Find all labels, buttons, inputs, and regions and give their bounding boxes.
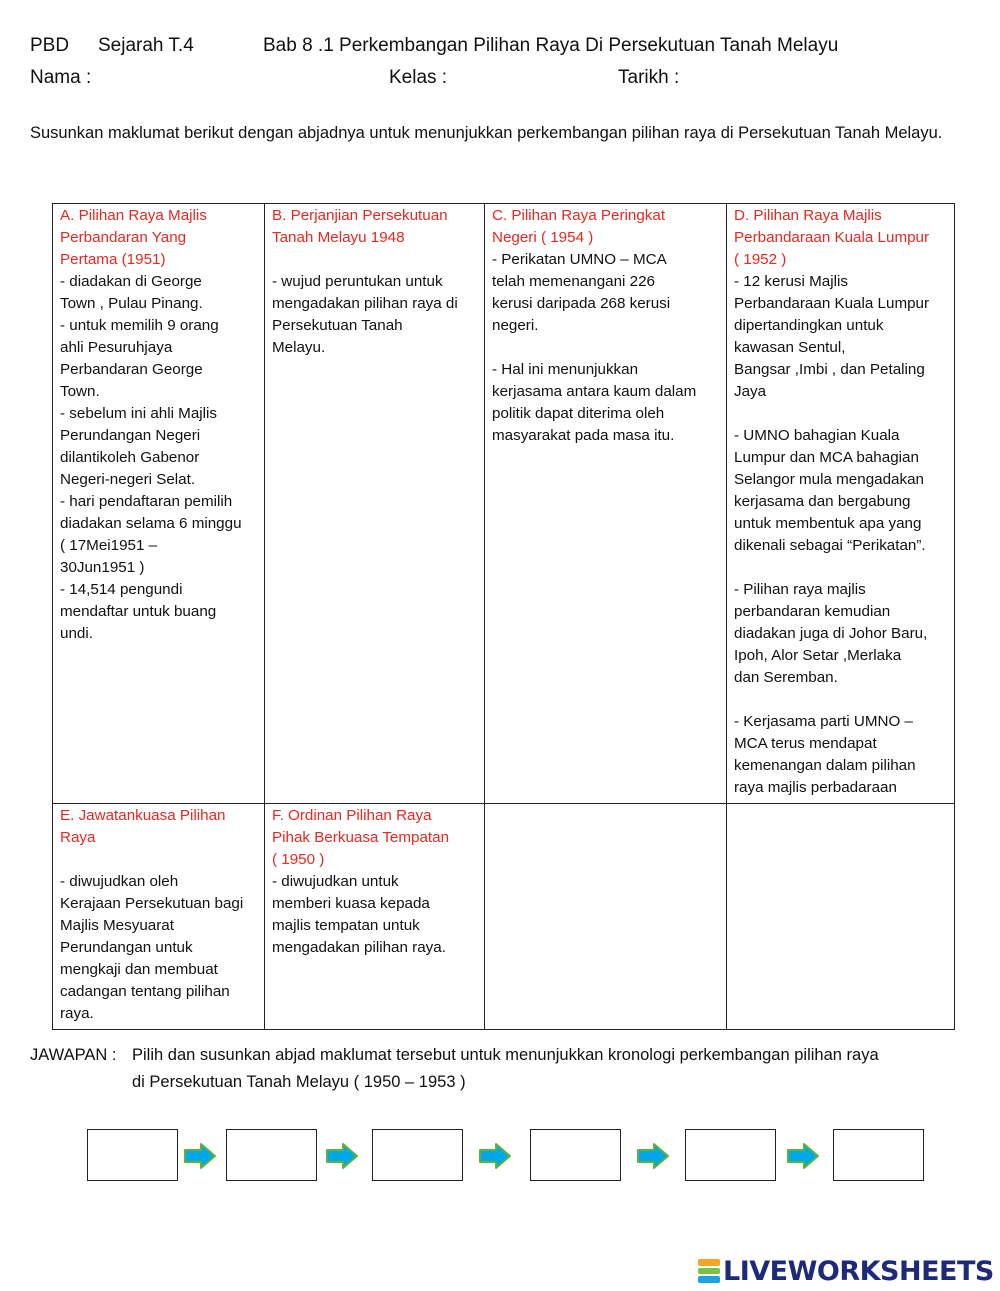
card-d-body-1 — [734, 271, 947, 403]
logo-mark-icon — [698, 1258, 720, 1284]
text-line: - Pilihan raya majlis — [734, 581, 866, 598]
text-line: kerjasama antara kaum dalam — [492, 383, 697, 400]
card-b — [265, 204, 485, 804]
card-f-title — [272, 805, 477, 871]
text-line: Town , Pulau Pinang. — [60, 295, 203, 312]
chapter-title: Bab 8 .1 Perkembangan Pilihan Raya Di Persekutuan Tanah Melayu — [263, 35, 839, 56]
card-c-body-1 — [492, 249, 719, 337]
text-line: Bangsar ,Imbi , dan Petaling — [734, 361, 925, 378]
text-line: diadakan selama 6 minggu — [60, 515, 242, 532]
text-line: untuk membentuk apa yang — [734, 515, 922, 532]
text-line: politik dapat diterima oleh — [492, 405, 665, 422]
card-a-body — [60, 271, 257, 645]
text-line: kawasan Sentul, — [734, 339, 846, 356]
text-line: Perbandaran Yang — [60, 229, 187, 246]
text-line: ( 17Mei1951 – — [60, 537, 158, 554]
text-line: Perbandaraan Kuala Lumpur — [734, 295, 930, 312]
text-line: ( 1950 ) — [272, 851, 325, 868]
text-line: - Perikatan UMNO – MCA — [492, 251, 667, 268]
text-line: diadakan juga di Johor Baru, — [734, 625, 928, 642]
card-c — [485, 204, 727, 804]
text-line: kemenangan dalam pilihan — [734, 757, 916, 774]
text-line: mengkaji dan membuat — [60, 961, 218, 978]
card-b-title — [272, 205, 477, 249]
text-line: dan Seremban. — [734, 669, 838, 686]
logo-text: LIVEWORKSHEETS — [723, 1255, 994, 1287]
right-arrow-icon — [478, 1142, 512, 1170]
answer-instruction-line-2: di Persekutuan Tanah Melayu ( 1950 – 1953 ) — [132, 1073, 466, 1091]
empty-cell — [485, 804, 727, 1030]
card-f-body — [272, 871, 477, 959]
text-line: ahli Pesuruhjaya — [60, 339, 173, 356]
right-arrow-icon — [786, 1142, 820, 1170]
text-line: Majlis Mesyuarat — [60, 917, 174, 934]
text-line: Perundangan untuk — [60, 939, 193, 956]
text-line: 30Jun1951 ) — [60, 559, 145, 576]
card-d-title — [734, 205, 947, 271]
text-line: mengadakan pilihan raya di — [272, 295, 458, 312]
text-line: - sebelum ini ahli Majlis — [60, 405, 217, 422]
text-line: undi. — [60, 625, 93, 642]
text-line: Persekutuan Tanah — [272, 317, 403, 334]
text-line: Tanah Melayu 1948 — [272, 229, 405, 246]
text-line: - hari pendaftaran pemilih — [60, 493, 233, 510]
answer-box-6[interactable] — [833, 1129, 924, 1181]
text-line: kerusi daripada 268 kerusi — [492, 295, 671, 312]
card-a-title — [60, 205, 257, 271]
text-line: Melayu. — [272, 339, 326, 356]
text-line: perbandaran kemudian — [734, 603, 891, 620]
text-line: Pertama (1951) — [60, 251, 166, 268]
text-line: MCA terus mendapat — [734, 735, 877, 752]
text-line: Selangor mula mengadakan — [734, 471, 924, 488]
text-line: F. Ordinan Pilihan Raya — [272, 807, 432, 824]
text-line: - untuk memilih 9 orang — [60, 317, 219, 334]
text-line: - 14,514 pengundi — [60, 581, 183, 598]
text-line: D. Pilihan Raya Majlis — [734, 207, 882, 224]
subject-label: Sejarah T.4 — [98, 35, 194, 56]
text-line: dilantikoleh Gabenor — [60, 449, 200, 466]
answer-box-3[interactable] — [372, 1129, 463, 1181]
text-line: negeri. — [492, 317, 539, 334]
card-d-body-2 — [734, 425, 947, 557]
kelas-label: Kelas : — [389, 67, 448, 88]
text-line: mendaftar untuk buang — [60, 603, 217, 620]
text-line: Negeri ( 1954 ) — [492, 229, 594, 246]
text-line: Perbandaraan Kuala Lumpur — [734, 229, 930, 246]
answer-box-2[interactable] — [226, 1129, 317, 1181]
card-b-body — [272, 271, 477, 359]
empty-cell — [727, 804, 955, 1030]
liveworksheets-logo — [698, 1254, 994, 1288]
text-line: B. Perjanjian Persekutuan — [272, 207, 448, 224]
text-line: Perbandaran George — [60, 361, 203, 378]
tarikh-label: Tarikh : — [618, 67, 680, 88]
text-line: - wujud peruntukan untuk — [272, 273, 443, 290]
card-d — [727, 204, 955, 804]
text-line: - Kerjasama parti UMNO – — [734, 713, 913, 730]
text-line: C. Pilihan Raya Peringkat — [492, 207, 666, 224]
text-line: - diwujudkan untuk — [272, 873, 399, 890]
text-line: Town. — [60, 383, 100, 400]
text-line: mengadakan pilihan raya. — [272, 939, 446, 956]
instruction-text: Susunkan maklumat berikut dengan abjadnya untuk menunjukkan perkembangan pilihan raya di Persekutuan Tanah Melayu. — [30, 124, 943, 142]
text-line: - 12 kerusi Majlis — [734, 273, 848, 290]
text-line: dikenali sebagai “Perikatan”. — [734, 537, 926, 554]
right-arrow-icon — [636, 1142, 670, 1170]
text-line: Pihak Berkuasa Tempatan — [272, 829, 450, 846]
card-a — [53, 204, 265, 804]
card-f — [265, 804, 485, 1030]
answer-box-4[interactable] — [530, 1129, 621, 1181]
text-line: - diadakan di George — [60, 273, 202, 290]
text-line: cadangan tentang pilihan — [60, 983, 230, 1000]
text-line: telah memenangani 226 — [492, 273, 655, 290]
text-line: majlis tempatan untuk — [272, 917, 420, 934]
text-line: raya. — [60, 1005, 94, 1022]
card-c-title — [492, 205, 719, 249]
text-line: - diwujudkan oleh — [60, 873, 179, 890]
card-e — [53, 804, 265, 1030]
text-line: Raya — [60, 829, 96, 846]
text-line: ( 1952 ) — [734, 251, 787, 268]
right-arrow-icon — [183, 1142, 217, 1170]
text-line: Negeri-negeri Selat. — [60, 471, 196, 488]
info-table — [52, 203, 955, 1030]
right-arrow-icon — [325, 1142, 359, 1170]
text-line: A. Pilihan Raya Majlis — [60, 207, 207, 224]
text-line: masyarakat pada masa itu. — [492, 427, 675, 444]
answer-label: JAWAPAN : — [30, 1046, 117, 1064]
card-d-body-3 — [734, 579, 947, 689]
text-line: Jaya — [734, 383, 767, 400]
text-line: kerjasama dan bergabung — [734, 493, 911, 510]
pbd-label: PBD — [30, 35, 70, 56]
answer-box-5[interactable] — [685, 1129, 776, 1181]
card-d-body-4 — [734, 711, 947, 799]
text-line: Ipoh, Alor Setar ,Merlaka — [734, 647, 902, 664]
text-line: E. Jawatankuasa Pilihan — [60, 807, 226, 824]
card-e-body — [60, 871, 257, 1025]
text-line: raya majlis perbadaraan — [734, 779, 897, 796]
text-line: Perundangan Negeri — [60, 427, 201, 444]
text-line: - Hal ini menunjukkan — [492, 361, 639, 378]
answer-box-1[interactable] — [87, 1129, 178, 1181]
nama-label: Nama : — [30, 67, 92, 88]
text-line: Lumpur dan MCA bahagian — [734, 449, 919, 466]
card-e-title — [60, 805, 257, 849]
text-line: Kerajaan Persekutuan bagi — [60, 895, 244, 912]
text-line: memberi kuasa kepada — [272, 895, 430, 912]
answer-instruction-line-1: Pilih dan susunkan abjad maklumat tersebut untuk menunjukkan kronologi perkembangan pilihan raya — [132, 1046, 879, 1064]
text-line: dipertandingkan untuk — [734, 317, 884, 334]
text-line: - UMNO bahagian Kuala — [734, 427, 900, 444]
card-c-body-2 — [492, 359, 719, 447]
